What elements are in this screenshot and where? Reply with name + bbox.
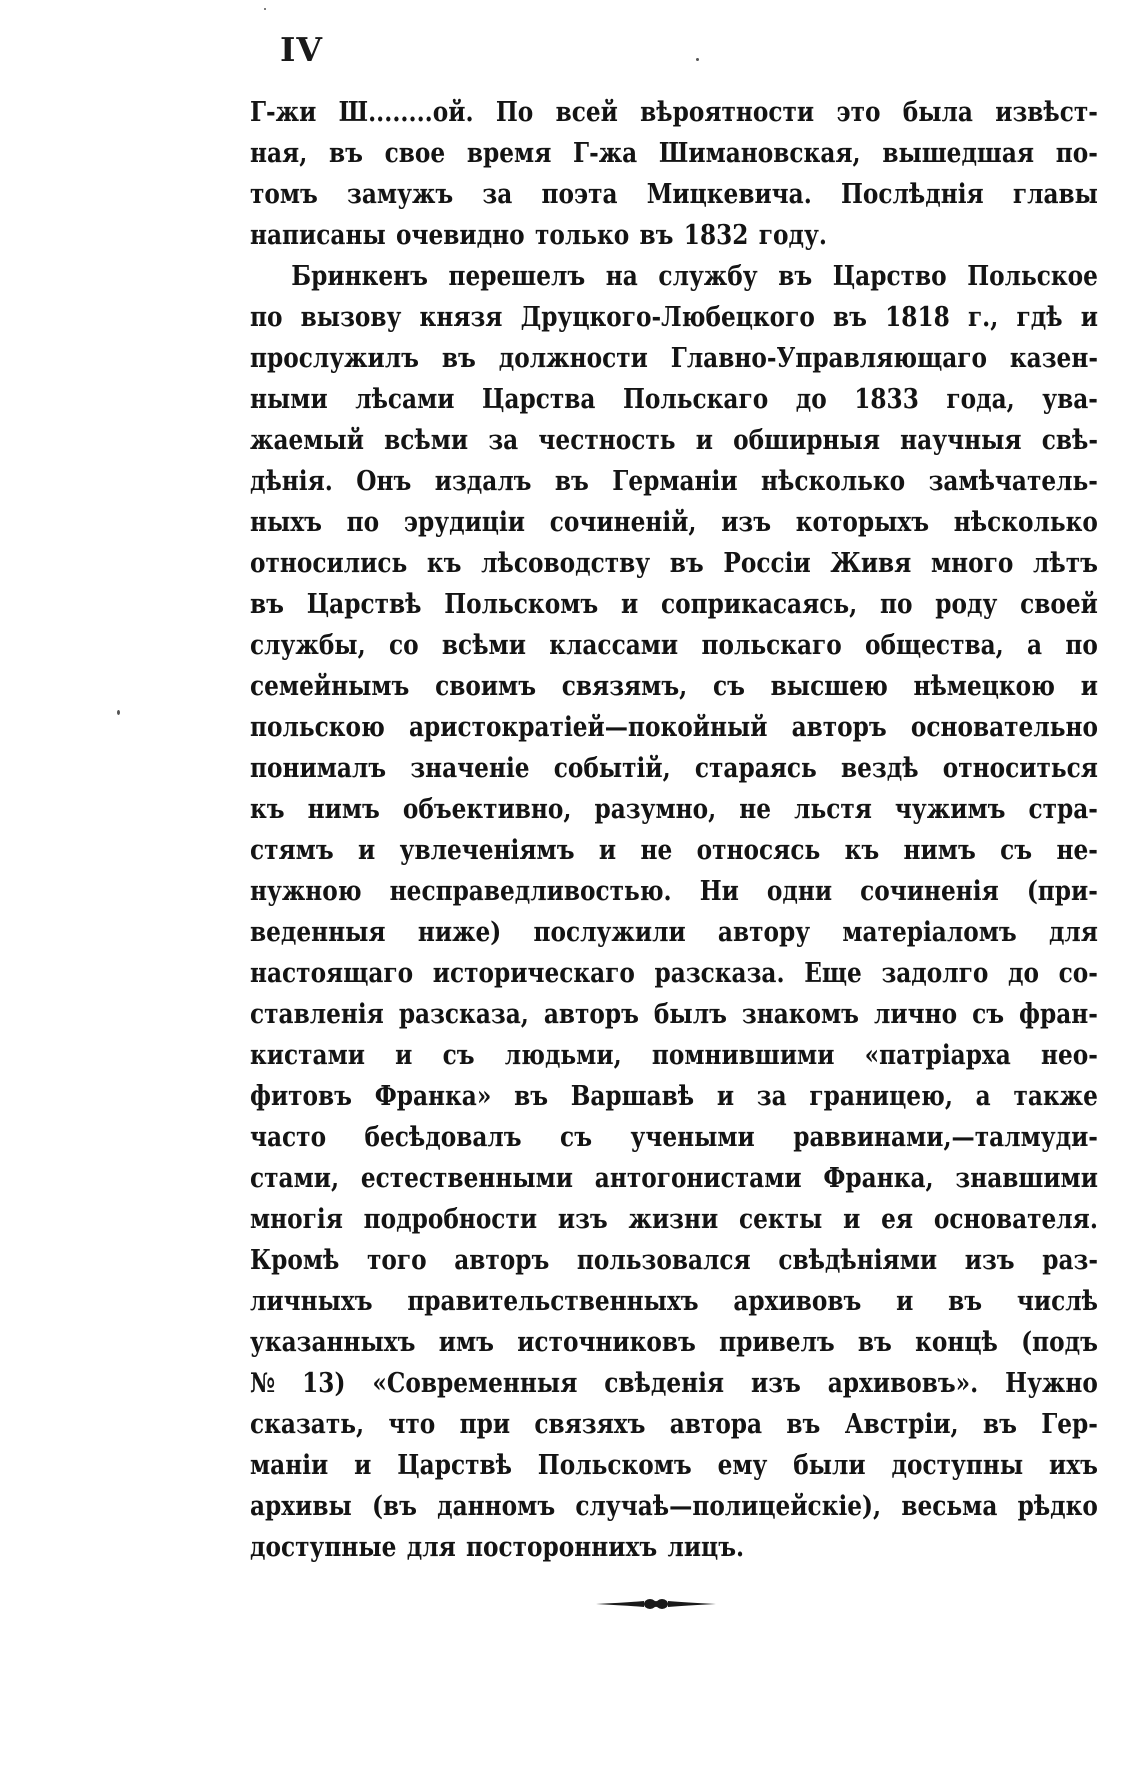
word: концѣ	[915, 1327, 998, 1358]
word: Франка,	[823, 1163, 934, 1194]
word: естественными	[360, 1163, 574, 1194]
word: 1833	[854, 384, 919, 415]
word: по-	[1055, 138, 1098, 169]
print-speck	[117, 710, 120, 715]
word: службу	[658, 261, 758, 292]
text-line	[250, 1035, 1098, 1076]
word: для	[406, 1532, 456, 1563]
word: ея	[881, 1204, 914, 1235]
text-line	[250, 174, 1098, 215]
word: свѣденія	[604, 1368, 725, 1399]
word: вездѣ	[841, 753, 919, 784]
word: числѣ	[1016, 1286, 1098, 1317]
word: аристократіей—покойный	[408, 712, 768, 743]
word: за	[756, 1081, 787, 1112]
word: доступны	[891, 1450, 1024, 1481]
word: это	[836, 97, 881, 128]
word: за	[488, 425, 519, 456]
word: до	[1008, 958, 1039, 989]
word: написаны	[250, 220, 386, 251]
word: съ	[560, 1122, 593, 1153]
word: несправедливостью.	[389, 876, 672, 907]
word: на	[605, 261, 638, 292]
word: съ	[712, 671, 745, 702]
word: Польское	[967, 261, 1098, 292]
word: историческаго	[432, 958, 635, 989]
word: своимъ	[435, 671, 537, 702]
word: 13)	[302, 1368, 346, 1399]
word: Друцкого-Любецкого	[520, 302, 815, 333]
word: Живя	[830, 548, 912, 579]
word: замѣчатель-	[928, 466, 1098, 497]
word: своей	[1020, 589, 1098, 620]
word: относиться	[942, 753, 1098, 784]
word: свѣ-	[1041, 425, 1098, 456]
text-line	[250, 420, 1098, 461]
text-line	[250, 748, 1098, 789]
word: Царство	[832, 261, 947, 292]
word: поэта	[541, 179, 618, 210]
word: службы,	[250, 630, 366, 661]
text-line	[250, 1445, 1098, 1486]
text-line	[250, 871, 1098, 912]
word: пользовался	[576, 1245, 751, 1276]
word: князя	[419, 302, 503, 333]
word: что	[388, 1409, 436, 1440]
word: авторъ	[791, 712, 887, 743]
word: знавшими	[955, 1163, 1098, 1194]
word: изъ	[750, 1368, 801, 1399]
word: а	[975, 1081, 991, 1112]
word: разсказа.	[654, 958, 785, 989]
word: Россіи	[723, 548, 811, 579]
word: не	[739, 794, 772, 825]
word: основателя.	[933, 1204, 1098, 1235]
word: Ш........ой.	[338, 97, 474, 128]
word: секты	[738, 1204, 823, 1235]
word: №	[250, 1368, 276, 1399]
word: часто	[250, 1122, 327, 1153]
word: ихъ	[1049, 1450, 1098, 1481]
word: веденныя	[250, 917, 386, 948]
word: указанныхъ	[250, 1327, 416, 1358]
word: Онъ	[356, 466, 412, 497]
word: изъ	[964, 1245, 1015, 1276]
text-line	[250, 215, 1098, 256]
word: разумно,	[594, 794, 717, 825]
word: въ	[250, 589, 284, 620]
word: не-	[1056, 835, 1098, 866]
word: ему	[717, 1450, 768, 1481]
word: архивы	[250, 1491, 352, 1522]
word: дѣнія.	[250, 466, 333, 497]
word: съ	[1000, 835, 1033, 866]
text-line	[250, 1363, 1098, 1404]
word: лѣтъ	[1033, 548, 1098, 579]
word: фран-	[1019, 999, 1098, 1030]
word: понималъ	[250, 753, 387, 784]
text-line	[250, 1076, 1098, 1117]
word: всей	[555, 97, 618, 128]
word: разсказа,	[398, 999, 529, 1030]
word: научныя	[900, 425, 1022, 456]
word: доступные	[250, 1532, 397, 1563]
text-line	[250, 1199, 1098, 1240]
word: въ	[982, 1409, 1017, 1440]
word: стараясь	[694, 753, 817, 784]
word: ставленія	[250, 999, 384, 1030]
word: ува-	[1042, 384, 1098, 415]
word: свое	[384, 138, 446, 169]
text-line	[250, 1486, 1098, 1527]
word: Шимановская,	[658, 138, 861, 169]
word: въ	[441, 343, 476, 374]
word: въ	[778, 261, 813, 292]
word: г.,	[967, 302, 999, 333]
word: Царствѣ	[397, 1450, 512, 1481]
word: задолго	[881, 958, 989, 989]
word: имъ	[438, 1327, 494, 1358]
word: нѣмецкою	[913, 671, 1055, 702]
word: также	[1013, 1081, 1098, 1112]
word: данномъ	[437, 1491, 556, 1522]
word: авторъ	[454, 1245, 550, 1276]
word: связяхъ	[534, 1409, 646, 1440]
word: основательно	[910, 712, 1098, 743]
word: Послѣднія	[840, 179, 984, 210]
word: въ	[639, 220, 674, 251]
word: значеніе	[410, 753, 530, 784]
word: автору	[717, 917, 811, 948]
text-line	[250, 707, 1098, 748]
word: привелъ	[719, 1327, 835, 1358]
word: Мицкевича.	[646, 179, 812, 210]
word: классами	[549, 630, 679, 661]
text-line	[250, 994, 1098, 1035]
word: матеріаломъ	[842, 917, 1017, 948]
word: сочиненій,	[549, 507, 697, 538]
word: обширныя	[733, 425, 880, 456]
text-line	[250, 297, 1098, 338]
word: лѣсами	[355, 384, 455, 415]
word: въ	[833, 302, 867, 333]
word: многія	[250, 1204, 343, 1235]
word: ными	[250, 384, 328, 415]
word: извѣст-	[995, 97, 1098, 128]
text-line	[250, 1322, 1098, 1363]
word: Австріи,	[844, 1409, 959, 1440]
text-line	[250, 338, 1098, 379]
text-line	[250, 1404, 1098, 1445]
word: вышедшая	[882, 138, 1035, 169]
paragraph-first-line	[250, 256, 1098, 297]
word: Польскомъ	[444, 589, 599, 620]
text-line	[250, 92, 1098, 133]
word: архивовъ	[733, 1286, 862, 1317]
word: и	[620, 589, 639, 620]
word: одни	[766, 876, 833, 907]
word: не	[640, 835, 673, 866]
word: всѣми	[441, 630, 526, 661]
word: очевидно	[396, 220, 525, 251]
word: подробности	[363, 1204, 538, 1235]
word: антогонистами	[594, 1163, 802, 1194]
word: по	[346, 507, 380, 538]
word: въ	[948, 1286, 983, 1317]
text-line	[250, 584, 1098, 625]
text-line	[250, 502, 1098, 543]
word: ная,	[250, 138, 308, 169]
word: стра-	[1028, 794, 1098, 825]
word: увлеченіямъ	[399, 835, 575, 866]
word: со-	[1058, 958, 1098, 989]
word: до	[795, 384, 827, 415]
word: всѣми	[384, 425, 469, 456]
word: Германіи	[612, 466, 738, 497]
word: года,	[946, 384, 1015, 415]
word: (подъ	[1021, 1327, 1098, 1358]
word: Нужно	[1005, 1368, 1098, 1399]
word: раввинами,—талмуди-	[793, 1122, 1098, 1153]
word: авторъ	[543, 999, 639, 1030]
word: Г-жи	[250, 97, 317, 128]
word: случаѣ—полицейскіе),	[575, 1491, 882, 1522]
text-line	[250, 1158, 1098, 1199]
word: бесѣдовалъ	[364, 1122, 522, 1153]
word: того	[366, 1245, 427, 1276]
word: въ	[554, 466, 589, 497]
word: Ни	[699, 876, 739, 907]
word: нимъ	[307, 794, 380, 825]
word: и	[716, 1081, 735, 1112]
word: Польскомъ	[537, 1450, 692, 1481]
word: связямъ,	[561, 671, 688, 702]
text-line	[250, 1527, 1098, 1568]
end-ornament	[596, 1597, 716, 1611]
word: Польскаго	[622, 384, 769, 415]
word: нео-	[1041, 1040, 1098, 1071]
word: помнившими	[651, 1040, 835, 1071]
word: польскаго	[701, 630, 842, 661]
word: стами,	[250, 1163, 340, 1194]
word: изъ	[557, 1204, 608, 1235]
text-line	[250, 789, 1098, 830]
text-line	[250, 379, 1098, 420]
word: и	[598, 835, 617, 866]
word: событій,	[553, 753, 671, 784]
word: 1832	[683, 220, 749, 251]
word: ниже)	[417, 917, 502, 948]
word: изъ	[721, 507, 772, 538]
word: Франка»	[374, 1081, 492, 1112]
word: и	[395, 1040, 413, 1071]
word: въ	[857, 1327, 892, 1358]
word: Бринкенъ	[291, 261, 428, 292]
word: соприкасаясь,	[660, 589, 858, 620]
word: должности	[498, 343, 648, 374]
word: нѣсколько	[761, 466, 906, 497]
word: въ	[328, 138, 363, 169]
word: сказать,	[250, 1409, 365, 1440]
word: и	[1080, 302, 1098, 333]
text-line	[250, 912, 1098, 953]
word: жаемый	[250, 425, 364, 456]
text-line	[250, 830, 1098, 871]
word: сочиненія	[860, 876, 999, 907]
word: роду	[935, 589, 998, 620]
word: время	[466, 138, 552, 169]
word: замужъ	[347, 179, 454, 210]
word: источниковъ	[517, 1327, 696, 1358]
word: честность	[538, 425, 676, 456]
word: рѣдко	[1017, 1491, 1098, 1522]
word: кистами	[250, 1040, 365, 1071]
word: весьма	[901, 1491, 998, 1522]
word: Гер-	[1041, 1409, 1098, 1440]
word: томъ	[250, 179, 318, 210]
word: относясь	[696, 835, 821, 866]
word: личныхъ	[250, 1286, 373, 1317]
word: Главно-Управляющаго	[670, 343, 987, 374]
word: архивовъ».	[827, 1368, 979, 1399]
word: «Современныя	[372, 1368, 578, 1399]
text-line	[250, 666, 1098, 707]
word: перешелъ	[448, 261, 586, 292]
word: прослужилъ	[250, 343, 419, 374]
print-speck	[696, 58, 699, 61]
word: эрудиціи	[403, 507, 526, 538]
word: лѣсоводству	[481, 548, 651, 579]
word: за	[482, 179, 513, 210]
word: раз-	[1042, 1245, 1098, 1276]
word: (въ	[371, 1491, 417, 1522]
word: въ	[786, 1409, 821, 1440]
word: Варшавѣ	[570, 1081, 695, 1112]
word: лично	[873, 999, 958, 1030]
word: общества,	[865, 630, 1004, 661]
word: а	[1027, 630, 1043, 661]
word: и	[354, 1450, 372, 1481]
word: были	[793, 1450, 866, 1481]
word: Еще	[804, 958, 862, 989]
word: вызову	[300, 302, 402, 333]
word: постороннихъ	[466, 1532, 658, 1563]
word: 1818	[885, 302, 950, 333]
word: въ	[514, 1081, 549, 1112]
word: людьми,	[504, 1040, 622, 1071]
word: правительственныхъ	[407, 1286, 699, 1317]
word: по	[1065, 630, 1098, 661]
word: чужимъ	[894, 794, 1006, 825]
word: и	[843, 1204, 861, 1235]
word: нѣсколько	[953, 507, 1098, 538]
text-line	[250, 133, 1098, 174]
text-line	[250, 543, 1098, 584]
word: объективно,	[402, 794, 572, 825]
body-text	[250, 92, 1098, 1568]
word: къ	[250, 794, 285, 825]
word: Царствѣ	[306, 589, 422, 620]
word: къ	[844, 835, 880, 866]
word: семейнымъ	[250, 671, 410, 702]
print-speck	[264, 8, 266, 10]
text-line	[250, 953, 1098, 994]
word: «патріарха	[864, 1040, 1011, 1071]
word: съ	[442, 1040, 475, 1071]
word: автора	[669, 1409, 763, 1440]
word: къ	[426, 548, 462, 579]
word: относились	[250, 548, 408, 579]
word: по	[879, 589, 913, 620]
word: льстя	[794, 794, 872, 825]
word: при	[459, 1409, 511, 1440]
word: высшею	[770, 671, 888, 702]
word: фитовъ	[250, 1081, 352, 1112]
word: стямъ	[250, 835, 334, 866]
word: и	[358, 835, 376, 866]
word: которыхъ	[795, 507, 930, 538]
word: (при-	[1026, 876, 1098, 907]
text-line	[250, 1117, 1098, 1158]
word: Кромѣ	[250, 1245, 340, 1276]
word: польскою	[250, 712, 385, 743]
word: нужною	[250, 876, 362, 907]
word: только	[534, 220, 630, 251]
word: издалъ	[434, 466, 532, 497]
text-line	[250, 1240, 1098, 1281]
word: свѣдѣніями	[778, 1245, 938, 1276]
word: съ	[972, 999, 1005, 1030]
word: гдѣ	[1016, 302, 1063, 333]
word: и	[1080, 671, 1098, 702]
word: жизни	[628, 1204, 719, 1235]
word: Г-жа	[573, 138, 638, 169]
word: много	[931, 548, 1014, 579]
word: вѣроятности	[640, 97, 815, 128]
word: нимъ	[903, 835, 976, 866]
word: знакомъ	[741, 999, 859, 1030]
word: маніи	[250, 1450, 329, 1481]
text-line	[250, 461, 1098, 502]
text-line	[250, 625, 1098, 666]
page-number: IV	[280, 30, 324, 69]
word: по	[250, 302, 283, 333]
word: настоящаго	[250, 958, 414, 989]
word: году.	[758, 220, 827, 251]
word: лицъ.	[667, 1532, 745, 1563]
word: главы	[1012, 179, 1098, 210]
word: и	[896, 1286, 914, 1317]
word: По	[495, 97, 534, 128]
text-line	[250, 1281, 1098, 1322]
word: границею,	[809, 1081, 953, 1112]
word: былъ	[653, 999, 727, 1030]
word: для	[1048, 917, 1098, 948]
word: послужили	[533, 917, 686, 948]
word: казен-	[1009, 343, 1098, 374]
word: ныхъ	[250, 507, 322, 538]
word: была	[902, 97, 973, 128]
word: учеными	[630, 1122, 755, 1153]
word: Царства	[482, 384, 596, 415]
word: и	[695, 425, 713, 456]
word: со	[388, 630, 419, 661]
word: въ	[669, 548, 704, 579]
